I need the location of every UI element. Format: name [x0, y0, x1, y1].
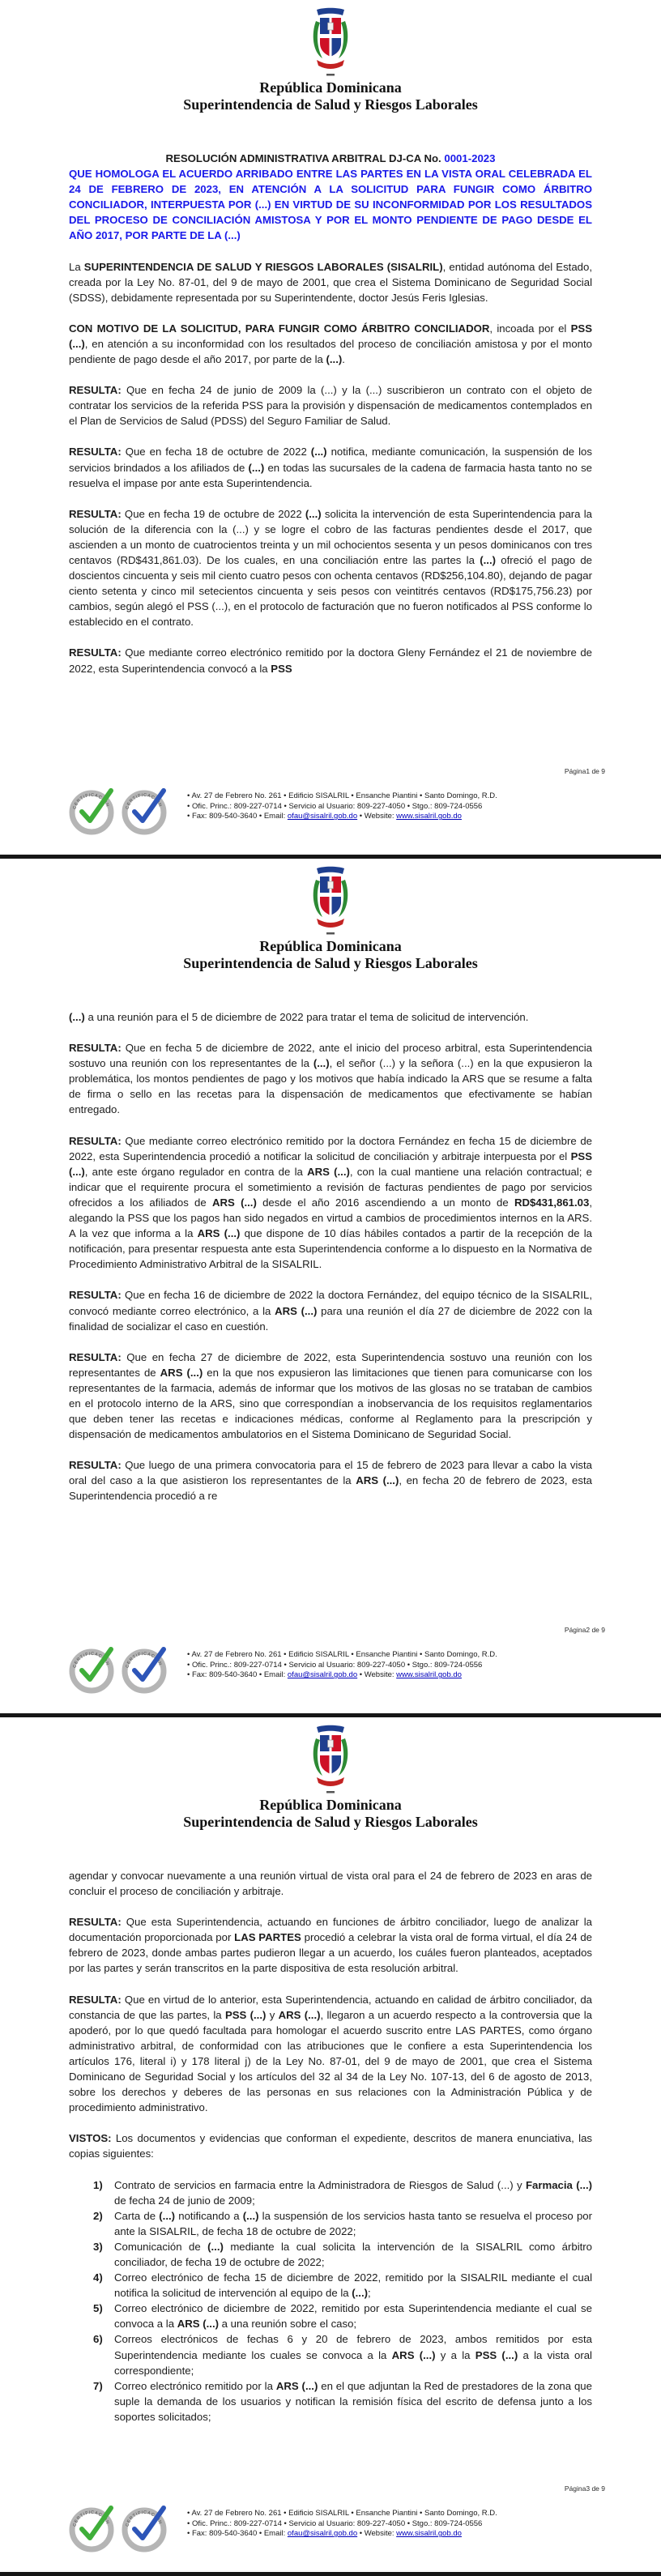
text-run: Contrato de servicios en farmacia entre la Administradora de Riesgos de Salud (...) y [114, 2178, 526, 2191]
text-run: Que en virtud de lo anterior, esta Superintendencia, actuando en calidad de árbitro conciliador, da constancia de que las partes, la [69, 1993, 592, 2021]
text-run: RESULTA: [69, 446, 122, 458]
text-run: RESULTA: [69, 1042, 122, 1055]
text-run: , llegaron a un acuerdo respecto a la controversia que la apoderó, por lo que quedó facultada para homologar el acuerdo suscrito entre LAS PARTES, como órgano administrativo arbitral, de conformidad con las atribuciones que le confiere a esta Superintendencia los artículos 176, literal i) y 178 literal j) de la Ley No. 87-01, del 9 de mayo de 2001, que crea el Sistema Dominicano de Seguridad Social y los artículos del 32 al 34 de la Ley No. 107-13, del 6 de agosto de 2013, sobre los derechos y deberes de las personas en sus relaciones con la Administración Pública y de procedimiento administrativo. [69, 2008, 592, 2114]
text-run: (...) [305, 507, 322, 520]
header-institution: Superintendencia de Salud y Riesgos Laborales [183, 96, 478, 113]
footer-phones-line: • Ofic. Princ.: 809-227-0714 • Servicio al Usuario: 809-227-4050 • Stgo.: 809-724-0556 [187, 2518, 483, 2528]
text-run: , en atención a su inconformidad con los resultados del proceso de conciliación amistosa y por el monto pendiente de pago desde el año 2017, por parte de la [69, 337, 592, 366]
text-run: QUE HOMOLOGA EL ACUERDO ARRIBADO ENTRE LAS PARTES EN LA VISTA ORAL CELEBRADA EL 24 DE FEBRERO DE 2023, EN ATENCIÓN A LA SOLICITUD PARA FUNGIR COMO ÁRBITRO CONCILIADOR, INTERPUESTA POR (...) EN VIRTUD DE SU INCONFORMIDAD POR LOS RESULTADOS DEL PROCESO DE CONCILIACIÓN AMISTOSA Y POR EL MONTO PENDIENTE DE PAGO DESDE EL AÑO 2017, POR PARTE DE LA (...) [69, 168, 592, 242]
list-item-number: 2) [93, 2209, 103, 2222]
text-run: Que en fecha 27 de diciembre de 2022, esta Superintendencia sostuvo una reunión con los representantes de [69, 1350, 592, 1379]
text-run: Carta de [114, 2209, 160, 2222]
text-run: Correo electrónico de fecha 15 de diciembre de 2022, remitido por la SISALRIL mediante el cual notifica la solicitud de intervención al equipo de la [114, 2271, 592, 2300]
text-run: ARS (...) [177, 2318, 220, 2331]
text-run: , entidad autónoma del Estado, creada por la Ley No. 87-01, del 9 de mayo de 2001, que crea el Sistema Dominicano de Seguridad Social (SDSS), debidamente representada por su Superintendente, doctor Jesús Feris Iglesias. [69, 260, 592, 304]
list-item-number: 5) [93, 2302, 103, 2315]
coat-of-arms-icon [310, 865, 351, 936]
paragraph [69, 1457, 592, 1503]
list-item [93, 2331, 592, 2378]
footer-email-link[interactable]: ofau@sisalril.gob.do [287, 812, 358, 821]
list-item-number: 4) [93, 2271, 103, 2284]
paragraph [69, 444, 592, 490]
text-run: de fecha 24 de junio de 2009; [114, 2194, 255, 2207]
resolution-title-line [69, 151, 592, 166]
text-run: Que mediante correo electrónico remitido por la doctora Gleny Fernández el 21 de noviembre de 2022, esta Superintendencia convocó a la [69, 646, 592, 675]
text-run: PSS [271, 662, 292, 675]
text-run: y a la [435, 2348, 475, 2361]
text-run: RESULTA: [69, 1459, 122, 1472]
header-country: República Dominicana [259, 79, 402, 96]
text-run: RESULTA: [69, 1993, 122, 2006]
page-content [69, 1868, 592, 2440]
footer-contact-line [187, 812, 497, 822]
numbered-list [69, 2177, 592, 2425]
certification-badges [68, 1641, 168, 1695]
footer-website-link[interactable]: www.sisalril.gob.do [396, 1670, 462, 1680]
list-item [93, 2208, 592, 2239]
footer-fax-label: • Fax: 809-540-3640 • Email: [187, 1670, 288, 1680]
iso-9001-certification-badge-icon [68, 2500, 115, 2553]
list-item-text [114, 2270, 592, 2301]
svg-text:CERTIFICACIÓN: CERTIFICACIÓN [72, 792, 110, 810]
list-item-number: 1) [93, 2178, 103, 2191]
text-run: ARS (...) [275, 1304, 318, 1317]
text-run: en todas las sucursales de la cadena de farmacia hasta tanto no se resuelva el impase por ante esta Superintendencia. [69, 461, 592, 489]
text-run: PSS (...) [69, 322, 593, 350]
page-header [0, 1717, 661, 1831]
svg-text:CERTIFICACIÓN: CERTIFICACIÓN [125, 2510, 163, 2527]
paragraph [69, 1350, 592, 1443]
text-run: en el que adjuntan la Red de prestadores de la zona que suple la demanda de los usuarios y notifican la remisión física del escrito de defensa junto a los soportes solicitados; [114, 2379, 592, 2423]
text-run: Los documentos y evidencias que conforman el expediente, descritos de manera enunciativa, las copias siguientes: [69, 2132, 592, 2160]
text-run: Comunicación de [114, 2240, 208, 2253]
text-run: RESULTA: [69, 384, 122, 397]
footer-website-link[interactable]: www.sisalril.gob.do [396, 812, 462, 821]
text-run: solicita la intervención de esta Superintendencia para la solución de la diferencia con la (...) y se logre el cobro de las facturas pendientes desde el 2017, que ascienden a un monto de cuatrocientos treinta y un mil ochocientos sesenta y un pesos dominicanos con tres centavos (RD$431,861.03). De los cuales, en una conciliación entre las partes la [69, 507, 592, 566]
text-run: a una reunión para el 5 de diciembre de 2022 para tratar el tema de solicitud de intervención. [84, 1011, 529, 1023]
text-run: (...) [69, 1011, 85, 1023]
footer-phones-line: • Ofic. Princ.: 809-227-0714 • Servicio al Usuario: 809-227-4050 • Stgo.: 809-724-0556 [187, 1660, 483, 1670]
text-run: Correo electrónico de diciembre de 2022, remitido por esta Superintendencia mediante el cual se convoca a la [114, 2302, 592, 2331]
coat-of-arms-icon [310, 1724, 351, 1795]
text-run: Que esta Superintendencia, actuando en funciones de árbitro conciliador, luego de analizar la documentación proporcionada por [69, 1916, 592, 1944]
list-item-text [114, 2378, 592, 2425]
footer-website-label: • Website: [357, 2529, 397, 2539]
list-item-text [114, 2177, 592, 2208]
iso-9001-certification-badge-icon [68, 1641, 115, 1695]
text-run: (...) [310, 446, 327, 458]
paragraph [69, 1868, 592, 1899]
text-run: (...) [313, 1057, 330, 1070]
text-run: (...) [326, 353, 343, 366]
footer-fax-label: • Fax: 809-540-3640 • Email: [187, 812, 288, 821]
footer-address-line: • Av. 27 de Febrero No. 261 • Edificio SISALRIL • Ensanche Piantini • Santo Domingo, R.D. [187, 1650, 497, 1659]
text-run: Que luego de una primera convocatoria para el 15 de febrero de 2023 para llevar a cabo la vista oral del caso a la que asistieron los representantes de la [69, 1459, 592, 1487]
text-run: LAS PARTES [234, 1931, 301, 1944]
page-header [0, 0, 661, 113]
footer-website-label: • Website: [357, 1670, 397, 1680]
page-number: Página1 de 9 [564, 767, 605, 775]
list-item-number: 7) [93, 2379, 103, 2392]
text-run: RESULTA: [69, 1916, 122, 1929]
list-item [93, 2239, 592, 2270]
text-run: RD$431,861.03 [514, 1196, 590, 1209]
paragraph [69, 2130, 592, 2161]
text-run: Que en fecha 18 de octubre de 2022 [121, 446, 311, 458]
page-footer [68, 783, 497, 836]
text-run: procedió a celebrar la vista oral de forma virtual, el día 24 de febrero de 2023, donde ambas partes pudieron llegar a un acuerdo, los cuáles fueron planteados, aceptados por las partes y serán transcritos en la parte dispositiva de esta resolución arbitral. [69, 1931, 593, 1975]
footer-address-line: • Av. 27 de Febrero No. 261 • Edificio SISALRIL • Ensanche Piantini • Santo Domingo, R.D. [187, 2509, 497, 2518]
text-run: a la vista oral correspondiente; [114, 2348, 592, 2377]
paragraph [69, 259, 592, 305]
iso-9001-certification-badge-icon [68, 783, 115, 836]
text-run: VISTOS: [69, 2132, 112, 2145]
footer-website-label: • Website: [357, 812, 397, 821]
text-run: (...) [480, 553, 496, 566]
text-run: , ante este órgano regulador en contra de la [84, 1165, 308, 1178]
list-item-text [114, 2239, 592, 2270]
svg-text:ISO 9001: ISO 9001 [81, 2536, 105, 2547]
text-run: (...) [304, 2008, 321, 2021]
footer-address-block [187, 2500, 497, 2540]
footer-contact-line [187, 1670, 497, 1681]
page-content [69, 1009, 592, 1520]
svg-text:CERTIFICACIÓN: CERTIFICACIÓN [72, 1651, 110, 1669]
coat-of-arms-icon [310, 6, 351, 78]
footer-contact-line [187, 2529, 497, 2540]
certification-badges [68, 2500, 168, 2553]
paragraph [69, 382, 592, 429]
text-run: para una reunión el día 27 de diciembre de 2022 con la finalidad de socializar el caso en cuestión. [69, 1304, 592, 1333]
text-run: ARS (...) [275, 2379, 318, 2392]
list-item-text [114, 2208, 592, 2239]
text-run: Farmacia (...) [525, 2178, 593, 2191]
text-run: RESOLUCIÓN ADMINISTRATIVA ARBITRAL DJ-CA No. [165, 152, 445, 164]
text-run: a una reunión sobre el caso; [219, 2318, 357, 2331]
page-header [0, 859, 661, 972]
svg-text:CERTIFICACIÓN: CERTIFICACIÓN [125, 1651, 163, 1669]
text-run: RESULTA: [69, 1134, 122, 1147]
footer-email-link[interactable]: ofau@sisalril.gob.do [287, 1670, 358, 1680]
text-run: RESULTA: [69, 507, 122, 520]
footer-address-line: • Av. 27 de Febrero No. 261 • Edificio SISALRIL • Ensanche Piantini • Santo Domingo, R.D. [187, 791, 497, 800]
iso-27001-certification-badge-icon [121, 2500, 168, 2553]
text-run: que dispone de 10 días hábiles contados a partir de la recepción de la notificación, para presentar respuesta ante esta Superintendencia conforme a lo dispuesto en la Normativa de Procedimiento Administrativo Arbitral de la SISALRIL. [69, 1227, 592, 1271]
text-run: (...) [248, 461, 265, 474]
paragraph [69, 321, 592, 367]
text-run: ARS (...) [211, 1196, 257, 1209]
text-run: Que en fecha 19 de octubre de 2022 [121, 507, 305, 520]
text-run: Que en fecha 5 de diciembre de 2022, ante el inicio del proceso arbitral, esta Superintendencia sostuvo una reunión con los representantes de la [69, 1042, 592, 1070]
text-run: . [342, 353, 345, 366]
header-country: República Dominicana [259, 938, 402, 954]
text-run: 0001-2023 [444, 152, 496, 164]
paragraph [69, 1914, 592, 1976]
text-run: , en fecha 20 de febrero de 2023, esta Superintendencia procedió a re [69, 1474, 592, 1503]
iso-27001-certification-badge-icon [121, 1641, 168, 1695]
header-country: República Dominicana [259, 1797, 402, 1813]
text-run: ARS (...) [391, 2348, 436, 2361]
text-run: agendar y convocar nuevamente a una reunión virtual de vista oral para el 24 de febrero de 2023 en aras de concluir el proceso de conciliación y arbitraje. [69, 1870, 592, 1898]
svg-text:ISO 27001: ISO 27001 [134, 1676, 160, 1688]
list-item-text [114, 2301, 592, 2331]
text-run: CON MOTIVO DE LA SOLICITUD, PARA FUNGIR COMO ÁRBITRO CONCILIADOR [69, 322, 490, 335]
footer-website-link[interactable]: www.sisalril.gob.do [396, 2529, 462, 2539]
list-item [93, 2301, 592, 2331]
text-run: (...) [159, 2209, 176, 2222]
page-footer [68, 1641, 497, 1695]
document-page-3 [0, 1717, 661, 2576]
text-run: (...) [242, 2209, 259, 2222]
paragraph [69, 1133, 592, 1273]
text-run: , con la cual mantiene una relación contractual; e indicar que el requirente procura el sometimiento a revisión de facturas pendientes de pago por servicios ofrecidos a los afiliados de [69, 1165, 592, 1209]
svg-text:ISO 27001: ISO 27001 [134, 2535, 160, 2547]
text-run: , alegando la PSS que los pagos han sido negados en virtud a cambios de procedimientos internos en la ARS. A la vez que informa a la [69, 1196, 593, 1240]
svg-text:ISO 9001: ISO 9001 [81, 819, 105, 830]
page-number: Página2 de 9 [564, 1626, 605, 1634]
text-run: ofreció el pago de doscientos cincuenta y seis mil ciento cuatro pesos con ochenta centavos (RD$256,104.80), dejando de pagar ciento setenta y cinco mil setecientos cincuenta y seis pesos con veintitrés centavos (RD$175,756.23) por cambios, según alegó el PSS (...), en el protocolo de facturación que no fueron notificados al PSS conforme lo establecido en el contrato. [69, 553, 592, 629]
footer-phones-line: • Ofic. Princ.: 809-227-0714 • Servicio al Usuario: 809-227-4050 • Stgo.: 809-724-0556 [187, 801, 483, 811]
text-run: La [69, 260, 84, 273]
paragraph [69, 506, 592, 630]
list-item-text [114, 2331, 592, 2378]
text-run: Correos electrónicos de fechas 6 y 20 de febrero de 2023, ambos remitidos por esta Superintendencia mediante los cuales se convoca a la [114, 2333, 592, 2361]
text-run: mediante la cual solicita la intervención de la SISALRIL como árbitro conciliador, de fecha 19 de octubre de 2022; [114, 2240, 593, 2268]
list-item-number: 3) [93, 2240, 103, 2253]
svg-text:CERTIFICACIÓN: CERTIFICACIÓN [125, 792, 163, 810]
text-run: Que mediante correo electrónico remitido por la doctora Fernández en fecha 15 de diciembre de 2022, esta Superintendencia procedió a notificar la solicitud de conciliación y arbitraje interpuesta por el [69, 1134, 592, 1162]
text-run: Correo electrónico remitido por la [114, 2379, 276, 2392]
text-run: Que en fecha 16 de diciembre de 2022 la doctora Fernández, del equipo técnico de la SISALRIL, convocó mediante correo electrónico, a la [69, 1289, 592, 1317]
text-run: y [266, 2008, 279, 2021]
text-run: ; [368, 2287, 371, 2300]
document-page-1 [0, 0, 661, 859]
paragraph [69, 1992, 592, 2116]
page-number: Página3 de 9 [564, 2484, 605, 2493]
document-page-2 [0, 859, 661, 1717]
iso-27001-certification-badge-icon [121, 783, 168, 836]
text-run: la suspensión de los servicios hasta tanto se resuelva el proceso por ante la SISALRIL, de fecha 18 de octubre de 2022; [114, 2209, 593, 2237]
text-run: , el señor (...) y la señora (...) en la que expusieron la problemática, los montos pendientes de pago y los motivos que había indicado la ARS que se resume a falta de firma o sello en las recetas para la dispensación de medicamentos que efectivamente se habían entregado. [69, 1057, 593, 1116]
page-content [69, 151, 592, 692]
text-run: PSS (...) [69, 1149, 592, 1178]
text-run: (...) [207, 2240, 224, 2253]
text-run: (...) [352, 2287, 369, 2300]
footer-email-link[interactable]: ofau@sisalril.gob.do [287, 2529, 358, 2539]
text-run: RESULTA: [69, 1350, 122, 1363]
text-run: RESULTA: [69, 1289, 122, 1302]
text-run: notificando a [175, 2209, 243, 2222]
list-item [93, 2270, 592, 2301]
list-item [93, 2378, 592, 2425]
resolution-title-block [69, 166, 592, 243]
svg-text:ISO 27001: ISO 27001 [134, 817, 160, 830]
certification-badges [68, 783, 168, 836]
text-run: ARS (...) [197, 1227, 241, 1240]
text-run: ARS (...) [356, 1474, 399, 1487]
header-institution: Superintendencia de Salud y Riesgos Laborales [183, 1814, 478, 1830]
text-run: RESULTA: [69, 646, 122, 659]
text-run: , incoada por el [489, 322, 571, 335]
text-run: PSS (...) [475, 2348, 518, 2361]
footer-address-block [187, 1641, 497, 1681]
page-footer [68, 2500, 497, 2553]
text-run: ARS (...) [307, 1165, 350, 1178]
paragraph [69, 1009, 592, 1025]
text-run: ARS (...) [160, 1366, 203, 1379]
text-run: Que en fecha 24 de junio de 2009 la (...) y la (...) suscribieron un contrato con el objeto de contratar los servicios de la referida PSS para la provisión y dispensación de medicamentos contemplados en el Plan de Servicios de Salud (PDSS) del Seguro Familiar de Salud. [69, 384, 592, 428]
text-run: ARS [278, 2008, 301, 2021]
paragraph [69, 645, 592, 676]
text-run: en la que nos expusieron las limitaciones que tienen para comunicarse con los representantes de la farmacia, además de informar que los motivos de las glosas no se trataban de cambios en el protocolo interno de la ARS, sino que correspondían a inobservancia de los requisitos reglamentarios que deben tener las recetas e indicaciones médicas, conforme al Reglamento para la prescripción y dispensación de medicamentos ambulatorios en el Sistema Dominicano de Seguridad Social. [69, 1366, 592, 1441]
svg-text:ISO 9001: ISO 9001 [81, 1678, 105, 1688]
text-run: notifica, mediante comunicación, la suspensión de los servicios brindados a los afiliados de [69, 446, 592, 474]
text-run: desde el año 2016 ascendiendo a un monto de [256, 1196, 514, 1209]
footer-address-block [187, 783, 497, 822]
list-item [93, 2177, 592, 2208]
list-item-number: 6) [93, 2333, 103, 2346]
svg-text:CERTIFICACIÓN: CERTIFICACIÓN [72, 2510, 110, 2527]
text-run: SUPERINTENDENCIA DE SALUD Y RIESGOS LABORALES (SISALRIL) [83, 260, 443, 273]
text-run: PSS (...) [224, 2008, 267, 2021]
header-institution: Superintendencia de Salud y Riesgos Laborales [183, 955, 478, 971]
footer-fax-label: • Fax: 809-540-3640 • Email: [187, 2529, 288, 2539]
paragraph [69, 1040, 592, 1117]
paragraph [69, 1287, 592, 1333]
